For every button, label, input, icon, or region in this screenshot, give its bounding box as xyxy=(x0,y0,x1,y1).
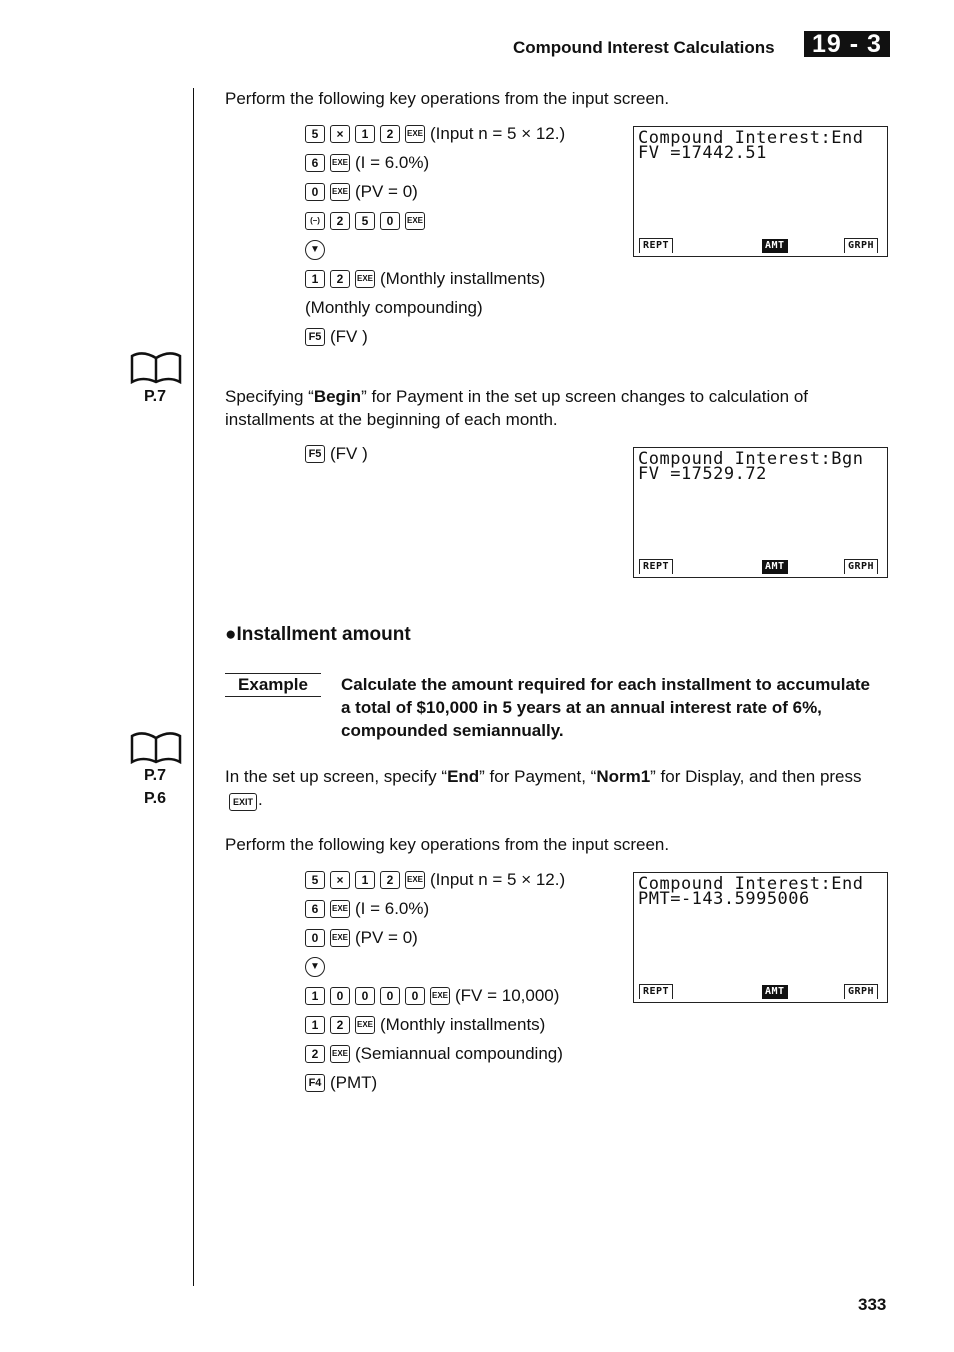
key-note: (Monthly installments) xyxy=(380,1015,546,1034)
fkey-grph: GRPH xyxy=(844,984,878,999)
key-sequence-line xyxy=(305,325,368,349)
key-note: (PV = 0) xyxy=(355,182,418,201)
instruction-paragraph-1: Perform the following key operations from the input screen. xyxy=(225,89,670,108)
key-sequence-line xyxy=(305,868,565,892)
0-key: 0 xyxy=(330,987,350,1005)
0-key: 0 xyxy=(380,987,400,1005)
exe-key: EXE xyxy=(330,1045,350,1063)
screen-line-1: Compound Interest:End xyxy=(638,128,864,148)
key-sequence-line xyxy=(305,442,368,466)
fkey-amt: AMT xyxy=(762,239,788,253)
example-text: Calculate the amount required for each installment to accumulate a total of $10,000 in 5 years at an annual interest rate of 6%, compounded semiannually. xyxy=(341,675,871,740)
negative-key: (–) xyxy=(305,212,325,230)
text-span: Specifying “ xyxy=(225,387,314,406)
key-note: (Input n = 5 × 12.) xyxy=(430,124,566,143)
key-sequence-line xyxy=(305,897,429,921)
fkey-grph: GRPH xyxy=(844,238,878,253)
key-note: (Monthly compounding) xyxy=(305,298,483,317)
fkey-rept: REPT xyxy=(639,984,673,999)
0-key: 0 xyxy=(305,929,325,947)
fkey-amt: AMT xyxy=(762,560,788,574)
page-reference: P.6 xyxy=(144,790,166,807)
text-span: . xyxy=(258,790,263,809)
text-span: ” for Payment, “ xyxy=(479,767,597,786)
2-key: 2 xyxy=(330,1016,350,1034)
screen-line-2: PMT=-143.5995006 xyxy=(638,889,810,909)
instruction-paragraph-4: Perform the following key operations from the input screen. xyxy=(225,835,670,854)
calculator-screen-1 xyxy=(633,126,888,257)
2-key: 2 xyxy=(380,125,400,143)
section-heading: ●Installment amount xyxy=(225,624,411,645)
screen-line-2: FV =17442.51 xyxy=(638,143,767,163)
1-key: 1 xyxy=(305,1016,325,1034)
fkey-amt: AMT xyxy=(762,985,788,999)
exe-key: EXE xyxy=(355,270,375,288)
page-header-title: Compound Interest Calculations xyxy=(513,38,775,57)
example-label: Example xyxy=(225,673,321,697)
0-key: 0 xyxy=(355,987,375,1005)
key-sequence-line xyxy=(305,238,325,262)
key-note: (FV = 10,000) xyxy=(455,986,560,1005)
screen-line-2: FV =17529.72 xyxy=(638,464,767,484)
0-key: 0 xyxy=(380,212,400,230)
page-reference: P.7 xyxy=(144,767,166,784)
key-sequence-line xyxy=(305,209,430,233)
1-key: 1 xyxy=(305,987,325,1005)
exe-key: EXE xyxy=(330,900,350,918)
bold-term: Begin xyxy=(313,387,362,406)
key-note: (Monthly installments) xyxy=(380,269,546,288)
fkey-rept: REPT xyxy=(639,559,673,574)
f5-key: F5 xyxy=(305,328,325,346)
times-key: × xyxy=(330,871,350,889)
key-sequence-line xyxy=(305,296,483,320)
key-note: (PV = 0) xyxy=(355,928,418,947)
fkey-rept: REPT xyxy=(639,238,673,253)
down-key: ▼ xyxy=(305,240,325,260)
6-key: 6 xyxy=(305,154,325,172)
key-note: (I = 6.0%) xyxy=(355,899,430,918)
key-note: (PMT) xyxy=(330,1073,378,1092)
page-reference: P.7 xyxy=(144,388,166,405)
2-key: 2 xyxy=(380,871,400,889)
key-sequence-line xyxy=(305,122,565,146)
0-key: 0 xyxy=(405,987,425,1005)
bold-term: Norm1 xyxy=(596,767,651,786)
screen-line-1: Compound Interest:End xyxy=(638,874,864,894)
exe-key: EXE xyxy=(430,987,450,1005)
2-key: 2 xyxy=(330,270,350,288)
key-sequence-line xyxy=(305,926,418,950)
f4-key: F4 xyxy=(305,1074,325,1092)
times-key: × xyxy=(330,125,350,143)
exe-key: EXE xyxy=(405,212,425,230)
exe-key: EXE xyxy=(355,1016,375,1034)
key-note: (Semiannual compounding) xyxy=(355,1044,563,1063)
exe-key: EXE xyxy=(330,929,350,947)
key-sequence-line xyxy=(305,180,418,204)
1-key: 1 xyxy=(305,270,325,288)
key-sequence-line xyxy=(305,984,559,1008)
key-sequence-line xyxy=(305,267,545,291)
key-note: (FV ) xyxy=(330,327,368,346)
key-sequence-line xyxy=(305,1071,377,1095)
1-key: 1 xyxy=(355,125,375,143)
exit-key: EXIT xyxy=(229,793,257,811)
page-number: 333 xyxy=(858,1295,887,1314)
exe-key: EXE xyxy=(330,154,350,172)
instruction-paragraph-2 xyxy=(225,385,885,431)
calculator-screen-2 xyxy=(633,447,888,578)
book-reference-icon xyxy=(130,350,182,384)
key-sequence-line xyxy=(305,1013,545,1037)
6-key: 6 xyxy=(305,900,325,918)
chapter-badge: 19 - 3 xyxy=(804,31,890,57)
5-key: 5 xyxy=(305,125,325,143)
calculator-screen-3 xyxy=(633,872,888,1003)
exe-key: EXE xyxy=(405,871,425,889)
bold-term: End xyxy=(447,767,480,786)
instruction-paragraph-3 xyxy=(225,765,885,811)
5-key: 5 xyxy=(355,212,375,230)
text-span: ” for Payment in the set up screen changes to calculation of installments at the beginning of each month. xyxy=(225,387,809,429)
text-span: ” for Display, and then press xyxy=(650,767,862,786)
key-note: (Input n = 5 × 12.) xyxy=(430,870,566,889)
1-key: 1 xyxy=(355,871,375,889)
0-key: 0 xyxy=(305,183,325,201)
exe-key: EXE xyxy=(330,183,350,201)
5-key: 5 xyxy=(305,871,325,889)
margin-rule xyxy=(193,88,194,1286)
exe-key: EXE xyxy=(405,125,425,143)
2-key: 2 xyxy=(330,212,350,230)
screen-line-1: Compound Interest:Bgn xyxy=(638,449,864,469)
2-key: 2 xyxy=(305,1045,325,1063)
f5-key: F5 xyxy=(305,445,325,463)
text-span: In the set up screen, specify “ xyxy=(225,767,448,786)
key-note: (FV ) xyxy=(330,444,368,463)
key-sequence-line xyxy=(305,151,429,175)
key-sequence-line xyxy=(305,1042,563,1066)
book-reference-icon xyxy=(130,730,182,764)
fkey-grph: GRPH xyxy=(844,559,878,574)
key-note: (I = 6.0%) xyxy=(355,153,430,172)
down-key: ▼ xyxy=(305,957,325,977)
key-sequence-line xyxy=(305,955,325,979)
